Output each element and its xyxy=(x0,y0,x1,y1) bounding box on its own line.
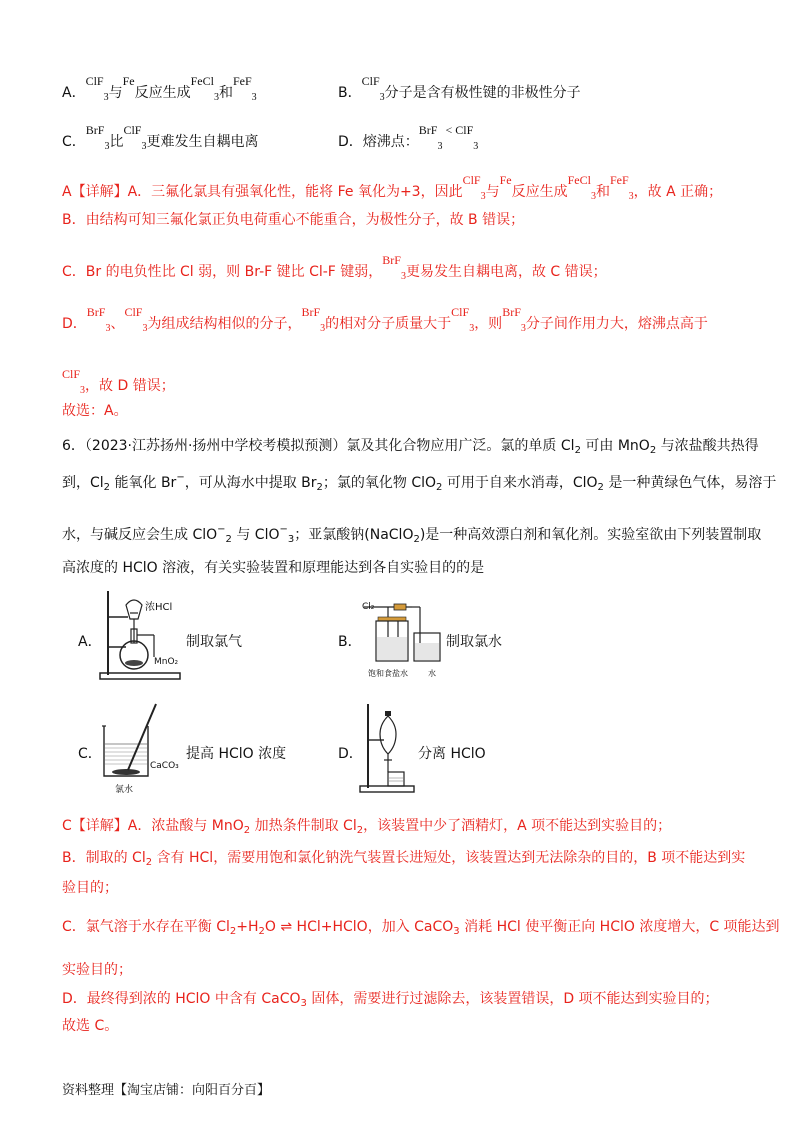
diagram-b-right-label: 水 xyxy=(428,669,436,678)
diagram-b-label: B． xyxy=(338,634,362,650)
diagram-a-label: A． xyxy=(78,634,102,650)
option-c: C．BrF$_3$比ClF$_3$更难发生自耦电离 xyxy=(62,123,259,152)
answer5-line-d: D．BrF$_3$、ClF$_3$为组成结构相似的分子，BrF$_3$的相对分子质量大于ClF$_3$，则BrF$_3$分子间作用力大，熔沸点高于 xyxy=(62,305,708,334)
diagram-d-apparatus xyxy=(358,702,418,794)
diagram-d-label: D． xyxy=(338,746,363,762)
diagram-b-left-label: 饱和食盐水 xyxy=(368,669,408,678)
diagram-c-label: C． xyxy=(78,746,102,762)
answer5-line-d2: ClF$_3$，故 D 错误； xyxy=(62,367,175,396)
answer6-line-6: D．最终得到浓的 HClO 中含有 CaCO$_3$ 固体，需要进行过滤除去，该装置错误，D 项不能达到实验目的； xyxy=(62,991,719,1009)
diagram-a-hcl-label: 浓HCl xyxy=(145,602,173,613)
diagram-c-caco3-label: CaCO₃ xyxy=(150,761,179,771)
answer5-choice: 故选：A。 xyxy=(62,403,128,419)
diagram-a-text: 制取氯气 xyxy=(186,634,242,650)
q6-line-2: 到，$Cl_2$ 能氧化 Br−，可从海水中提取 $Br_2$；氯的氧化物 ClO$_2$ 可用于自来水消毒，ClO$_2$ 是一种黄绿色气体，易溶于 xyxy=(62,472,777,493)
answer6-line-7: 故选 C。 xyxy=(62,1018,119,1034)
option-b: B．ClF$_3$分子是含有极性键的非极性分子 xyxy=(338,74,581,103)
q6-line-4: 高浓度的 HClO 溶液，有关实验装置和原理能达到各自实验目的的是 xyxy=(62,560,485,576)
answer6-line-2: B．制取的 $Cl_2$ 含有 HCl，需要用饱和氯化钠洗气装置长进短处，该装置达到无法除杂的目的，B 项不能达到实 xyxy=(62,850,746,868)
answer6-line-3: 验目的； xyxy=(62,880,118,896)
diagram-c-text: 提高 HClO 浓度 xyxy=(186,746,287,762)
diagram-c-water-label: 氯水 xyxy=(115,785,134,795)
q6-line-3: 水，与碱反应会生成 ClO−$_2$ 与 ClO−$_3$；亚氯酸钠(NaClO$_2$)是一种高效漂白剂和氧化剂。实验室欲由下列装置制取 xyxy=(62,524,762,545)
answer6-line-1: C【详解】A．浓盐酸与 MnO$_2$ 加热条件制取 $Cl_2$，该装置中少了酒精灯，A 项不能达到实验目的； xyxy=(62,818,672,836)
diagram-b-text: 制取氯水 xyxy=(446,634,502,650)
q6-line-1: 6．（2023·江苏扬州·扬州中学校考模拟预测）氯及其化合物应用广泛。氯的单质 $Cl_2$ 可由 MnO$_2$ 与浓盐酸共热得 xyxy=(62,438,759,456)
option-a: A．ClF$_3$与Fe反应生成FeCl$_3$和FeF$_3$ xyxy=(62,74,257,103)
answer6-line-5: 实验目的； xyxy=(62,962,132,978)
answer5-line-c: C．Br 的电负性比 Cl 弱，则 Br-F 键比 Cl-F 键弱，BrF$_3$更易发生自耦电离，故 C 错误； xyxy=(62,253,607,282)
footer-note: 资料整理【淘宝店铺：向阳百分百】 xyxy=(62,1083,271,1098)
diagram-a-mno2-label: MnO₂ xyxy=(154,657,179,667)
diagram-b-cl2-label: Cl₂ xyxy=(362,602,375,612)
diagram-d-text: 分离 HClO xyxy=(418,746,486,762)
answer5-line-a: A【详解】A．三氟化氯具有强氧化性，能将 Fe 氧化为+3，因此ClF$_3$与Fe反应生成FeCl$_3$和FeF$_3$，故 A 正确； xyxy=(62,173,723,202)
answer5-line-b: B．由结构可知三氟化氯正负电荷重心不能重合，为极性分子，故 B 错误； xyxy=(62,212,525,228)
option-d: D．熔沸点：BrF$_3$ < ClF$_3$ xyxy=(338,123,479,152)
answer6-line-4: C．氯气溶于水存在平衡 $Cl_2+H_2O$ ⇌ HCl+HClO，加入 CaCO$_3$ 消耗 HCl 使平衡正向 HClO 浓度增大，C 项能达到 xyxy=(62,919,780,937)
